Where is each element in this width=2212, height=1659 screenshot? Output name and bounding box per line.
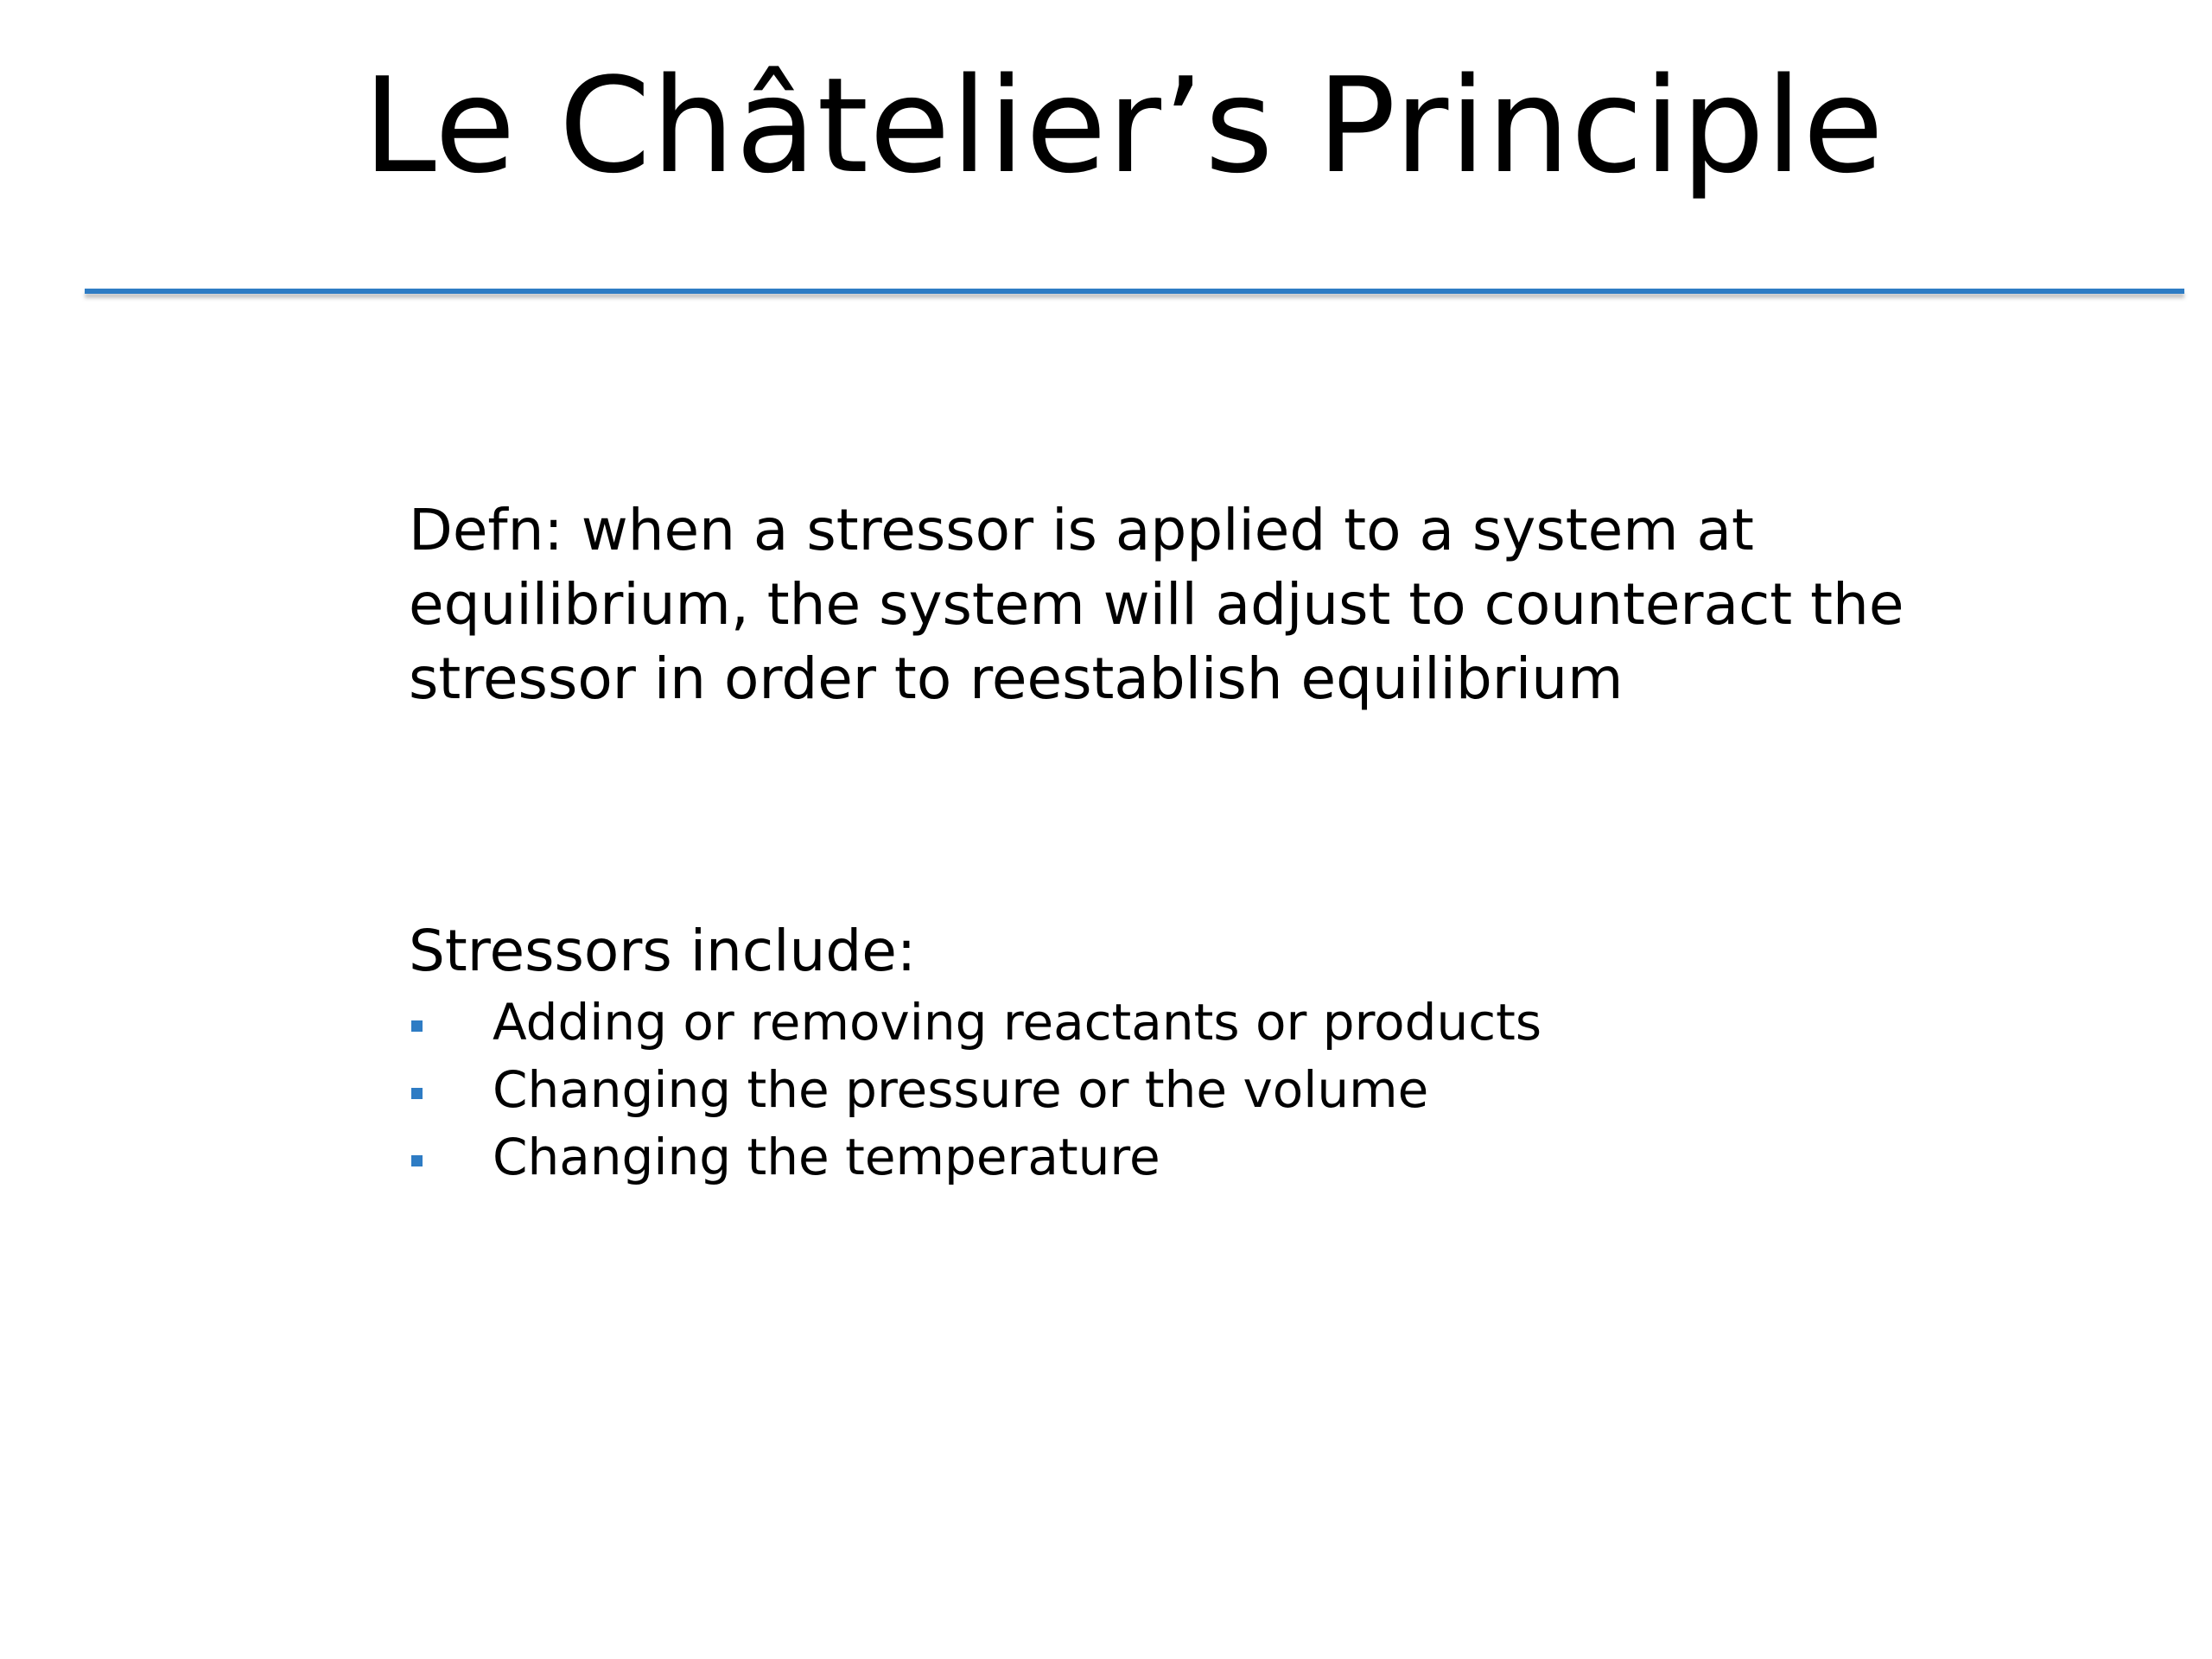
stressors-heading: Stressors include:: [409, 918, 917, 984]
square-bullet-icon: [411, 1088, 423, 1099]
slide-title: Le Châtelier’s Principle: [363, 49, 1885, 202]
stressor-label: Changing the temperature: [493, 1128, 1160, 1186]
stressor-item-1: [409, 988, 1964, 1056]
title-divider: [85, 289, 2184, 294]
stressor-label: Adding or removing reactants or products: [493, 993, 1542, 1052]
square-bullet-icon: [411, 1155, 423, 1166]
definition-text: Defn: when a stressor is applied to a system at equilibrium, the system will adjust to counteract the stressor in order to reestablish equilibrium: [409, 497, 1904, 712]
stressor-item-2: [409, 1056, 1964, 1123]
stressor-list: [409, 988, 1964, 1191]
stressor-item-3: [409, 1123, 1964, 1191]
stressor-label: Changing the pressure or the volume: [493, 1060, 1429, 1119]
square-bullet-icon: [411, 1020, 423, 1032]
